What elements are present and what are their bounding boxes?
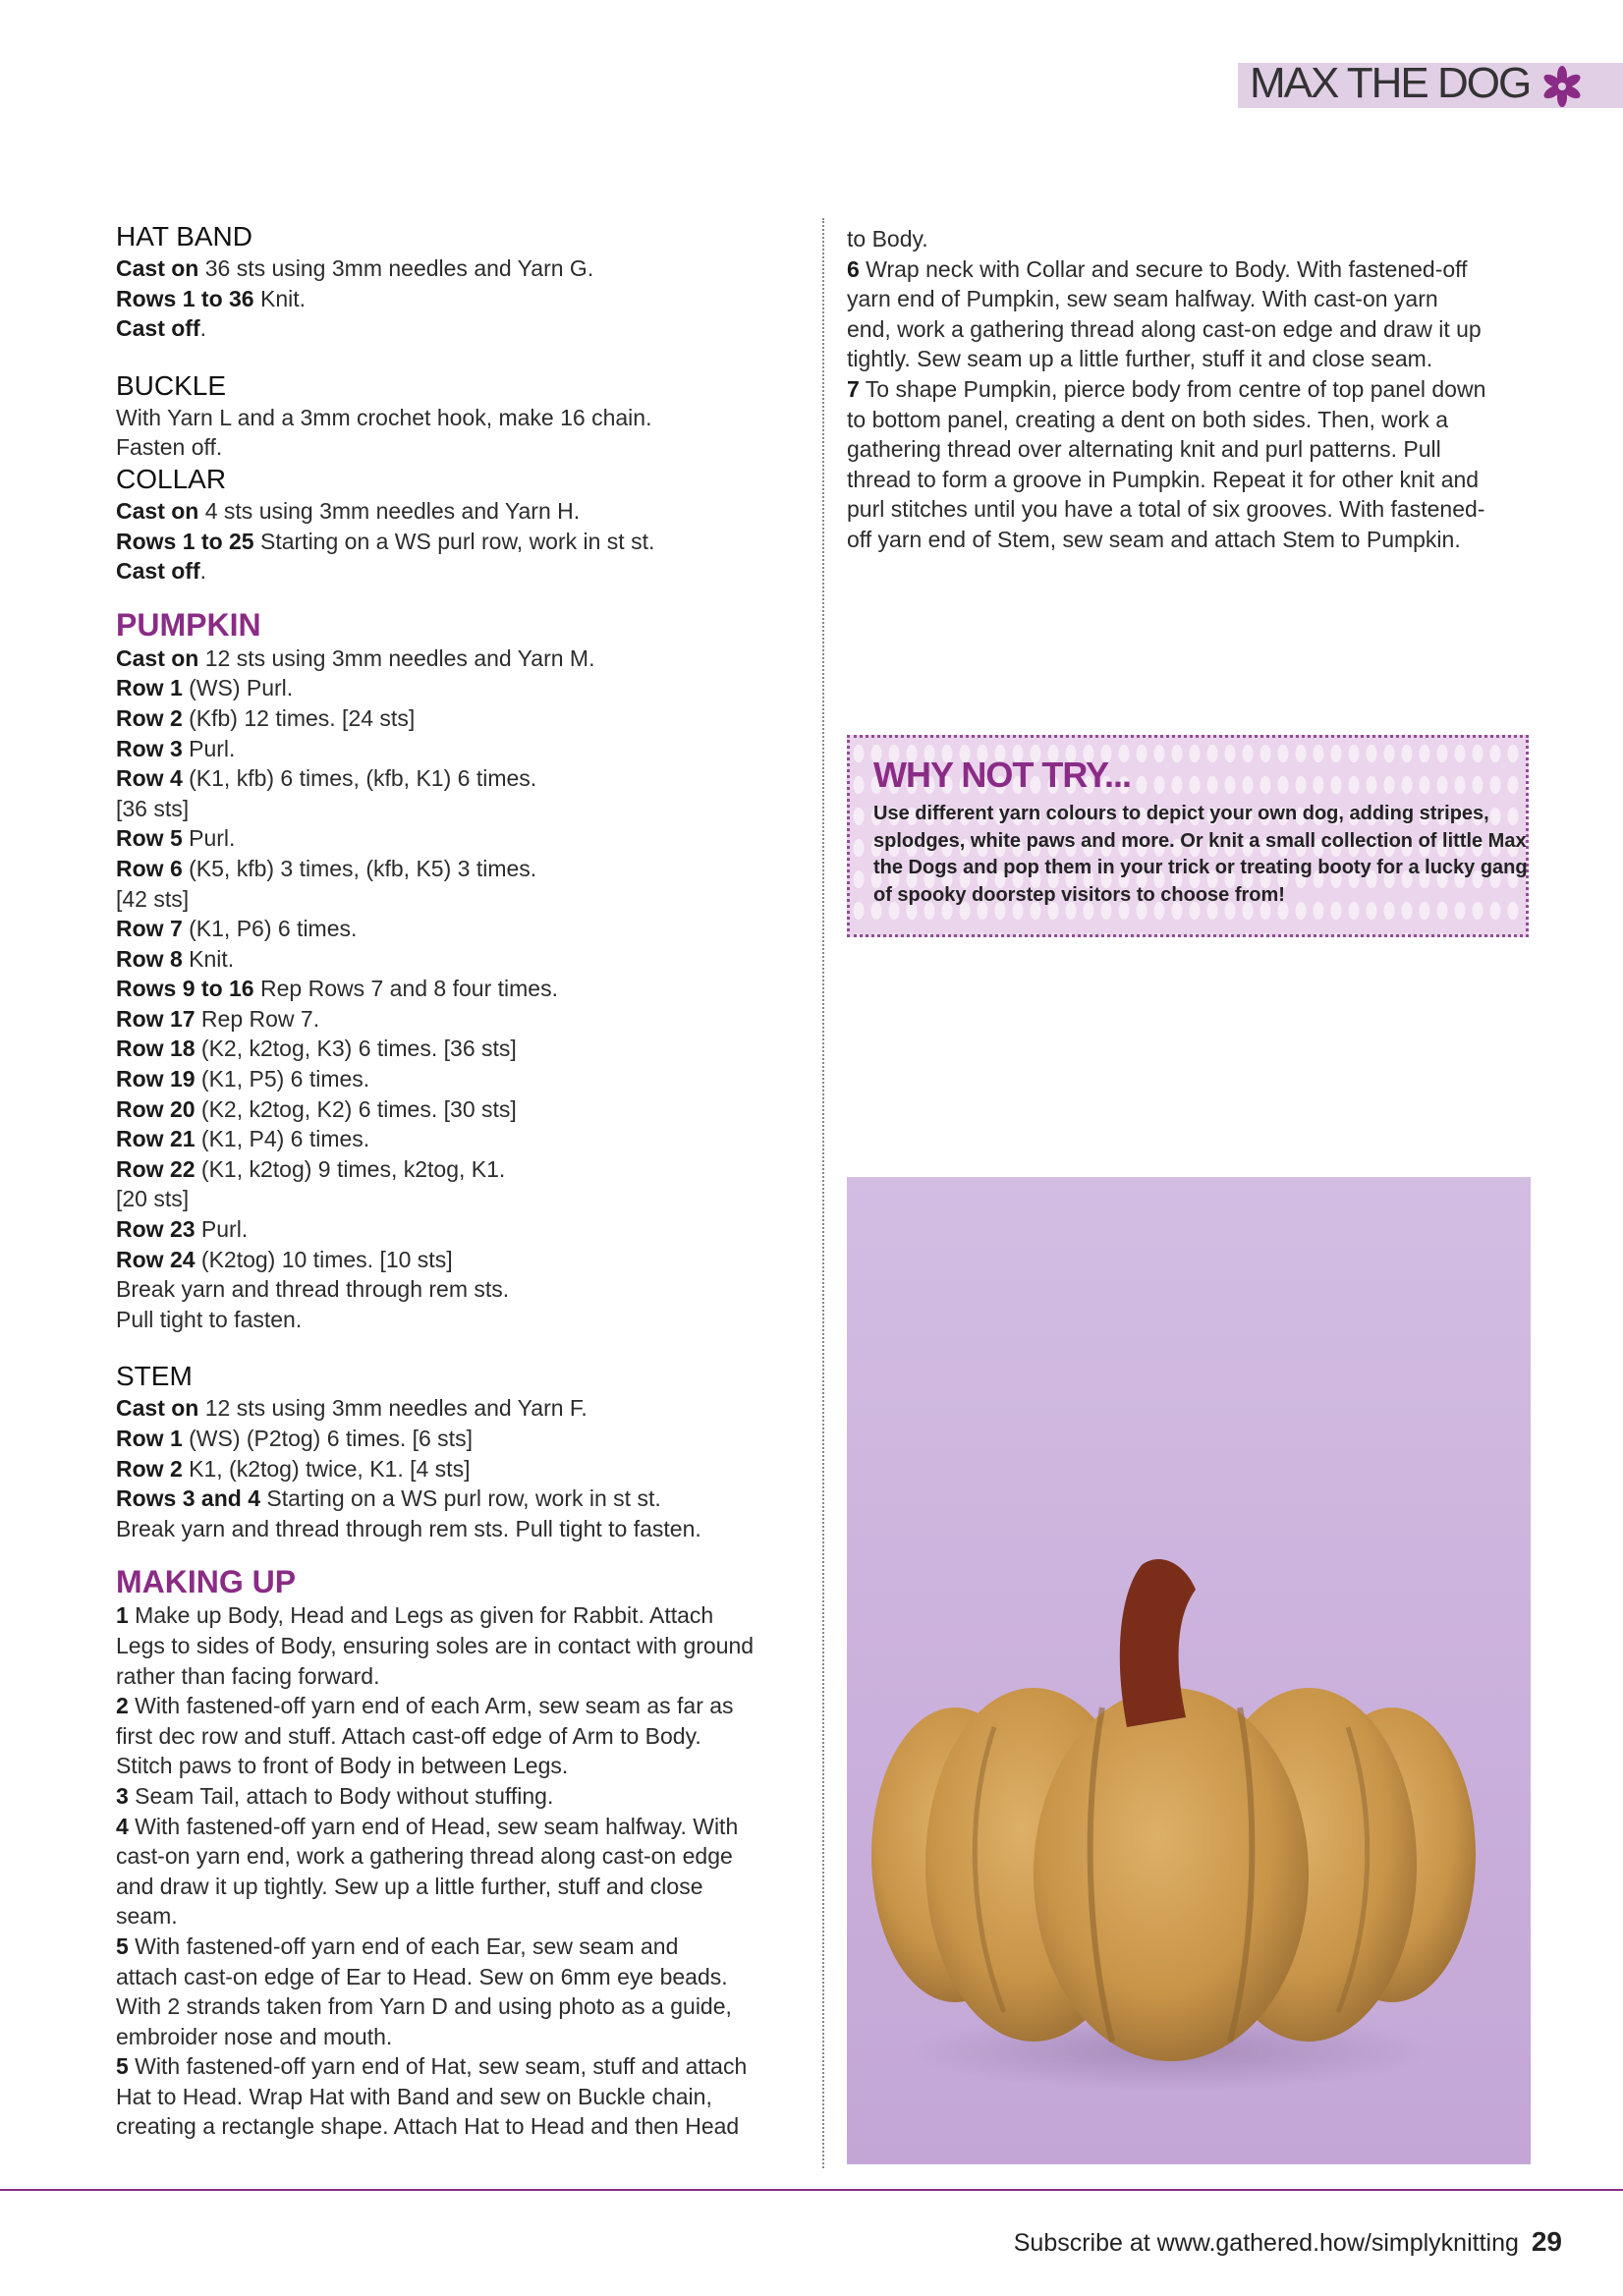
text-line	[847, 494, 1535, 525]
line-text: Rep Rows 7 and 8 four times.	[253, 976, 558, 1002]
knitted-pumpkin-photo	[847, 1177, 1531, 2164]
line-text: With Yarn L and a 3mm crochet hook, make 16 chain.	[116, 404, 652, 430]
stem-lines	[116, 1393, 804, 1543]
text-line	[116, 884, 804, 915]
line-label: Row 19	[116, 1066, 196, 1092]
right-column	[847, 224, 1535, 555]
text-line	[116, 644, 804, 674]
line-text: tightly. Sew seam up a little further, stuff it and close seam.	[847, 346, 1433, 372]
column-divider	[822, 218, 824, 2168]
line-text: creating a rectangle shape. Attach Hat to Head and then Head	[116, 2113, 740, 2140]
text-line	[116, 253, 804, 284]
section-title-stem: STEM	[116, 1361, 193, 1392]
text-line	[116, 1901, 804, 1932]
text-line	[116, 403, 804, 433]
text-line	[116, 313, 804, 344]
line-label: Row 4	[116, 765, 183, 792]
line-label: 7	[847, 375, 860, 402]
footer-rule	[0, 2189, 1623, 2191]
text-line	[116, 1781, 804, 1812]
text-line	[847, 465, 1535, 495]
section-title-hat-band: HAT BAND	[116, 221, 252, 252]
line-text: Knit.	[182, 945, 235, 972]
line-label: Rows 3 and 4	[116, 1485, 260, 1512]
line-text: [42 sts]	[116, 885, 190, 912]
line-text: first dec row and stuff. Attach cast-off edge of Arm to Body.	[116, 1722, 701, 1749]
line-text: attach cast-on edge of Ear to Head. Sew on 6mm eye beads.	[116, 1963, 728, 1989]
line-text: (K1, P6) 6 times.	[182, 916, 358, 942]
line-label: Row 7	[116, 916, 183, 942]
text-line	[116, 1484, 804, 1514]
line-label: Row 22	[116, 1155, 196, 1182]
text-line	[116, 854, 804, 884]
text-line	[116, 1154, 804, 1185]
text-line	[116, 1932, 804, 1962]
line-text: seam.	[116, 1903, 178, 1930]
line-text: thread to form a groove in Pumpkin. Repeat it for other knit and	[847, 466, 1480, 492]
line-text: (K2tog) 10 times. [10 sts]	[195, 1246, 453, 1272]
text-line	[116, 1184, 804, 1214]
text-line	[116, 1991, 804, 2022]
line-label: Row 18	[116, 1036, 196, 1062]
text-line	[847, 224, 1535, 254]
line-text: Rep Row 7.	[195, 1005, 320, 1032]
pumpkin-illustration	[847, 1177, 1531, 2164]
line-label: Row 8	[116, 945, 183, 972]
line-text: [20 sts]	[116, 1186, 190, 1212]
pumpkin-lines	[116, 644, 804, 1335]
text-line	[116, 823, 804, 854]
flower-icon	[1540, 65, 1584, 108]
line-text: To shape Pumpkin, pierce body from centre of top panel down	[859, 375, 1486, 402]
line-text: .	[199, 558, 207, 585]
line-text: (K1, P4) 6 times.	[195, 1126, 370, 1152]
line-label: Rows 1 to 36	[116, 285, 254, 311]
text-line	[116, 1245, 804, 1275]
line-label: Row 2	[116, 1455, 183, 1482]
line-text: yarn end of Pumpkin, sew seam halfway. With cast-on yarn	[847, 286, 1438, 312]
text-line	[116, 703, 804, 734]
text-line	[847, 525, 1535, 555]
text-line	[116, 914, 804, 944]
line-text: .	[199, 315, 207, 342]
line-label: Row 3	[116, 735, 183, 761]
tip-line: splodges, white paws and more. Or knit a small collection of little Max	[873, 829, 1527, 852]
text-line	[116, 673, 804, 703]
line-text: Starting on a WS purl row, work in st st.	[253, 528, 655, 554]
text-line	[847, 405, 1535, 435]
line-label: Row 23	[116, 1216, 196, 1243]
line-label: Cast on	[116, 644, 199, 671]
line-text: Hat to Head. Wrap Hat with Band and sew on Buckle chain,	[116, 2083, 712, 2109]
text-line	[116, 1600, 804, 1631]
text-line	[116, 734, 804, 764]
text-line	[116, 556, 804, 587]
text-line	[116, 1034, 804, 1064]
line-text: (K1, P5) 6 times.	[195, 1066, 370, 1092]
text-line	[116, 1962, 804, 1992]
line-label: Cast on	[116, 497, 199, 524]
line-label: 5	[116, 1932, 129, 1959]
line-text: Fasten off.	[116, 434, 223, 461]
footer	[1014, 2226, 1562, 2258]
line-text: (K2, k2tog, K2) 6 times. [30 sts]	[195, 1095, 517, 1122]
line-label: 6	[847, 255, 860, 282]
text-line	[116, 1274, 804, 1305]
line-text: With fastened-off yarn end of Head, sew seam halfway. With	[128, 1813, 739, 1839]
line-text: cast-on yarn end, work a gathering thread along cast-on edge	[116, 1843, 733, 1870]
text-line	[116, 1454, 804, 1484]
line-text: 36 sts using 3mm needles and Yarn G.	[198, 255, 594, 281]
line-label: Row 24	[116, 1246, 196, 1272]
text-line	[116, 2051, 804, 2082]
text-line	[116, 974, 804, 1004]
buckle-lines	[116, 403, 804, 463]
line-text: end, work a gathering thread along cast-on edge and draw it up	[847, 315, 1482, 342]
text-line	[116, 1872, 804, 1902]
line-text: Pull tight to fasten.	[116, 1306, 303, 1332]
line-text: (K2, k2tog, K3) 6 times. [36 sts]	[195, 1036, 517, 1062]
text-line	[116, 1124, 804, 1154]
text-line	[847, 254, 1535, 285]
line-text: K1, (k2tog) twice, K1. [4 sts]	[182, 1455, 471, 1482]
line-label: Row 5	[116, 825, 183, 852]
line-text: Break yarn and thread through rem sts.	[116, 1276, 510, 1303]
line-text: Make up Body, Head and Legs as given for Rabbit. Attach	[128, 1602, 714, 1629]
text-line	[116, 1631, 804, 1661]
line-label: 1	[116, 1602, 129, 1629]
line-text: Stitch paws to front of Body in between Legs.	[116, 1753, 569, 1779]
line-text: (WS) Purl.	[182, 675, 294, 701]
collar-lines	[116, 496, 804, 587]
text-line	[116, 1841, 804, 1872]
line-label: 5	[116, 2053, 129, 2080]
hat-band-lines	[116, 253, 804, 344]
line-label: Row 2	[116, 704, 183, 731]
line-text: Purl.	[182, 825, 236, 852]
text-line	[116, 1751, 804, 1781]
text-line	[847, 344, 1535, 374]
text-line	[116, 432, 804, 463]
left-column	[116, 220, 804, 2142]
line-text: 4 sts using 3mm needles and Yarn H.	[198, 497, 581, 524]
line-label: Cast on	[116, 255, 199, 281]
line-text: Break yarn and thread through rem sts. Pull tight to fasten.	[116, 1515, 701, 1541]
page-title: MAX THE DOG	[1250, 59, 1531, 107]
text-line	[116, 1393, 804, 1424]
tip-line: the Dogs and pop them in your trick or treating booty for a lucky gang	[873, 857, 1528, 878]
line-label: Row 17	[116, 1005, 196, 1032]
text-line	[116, 496, 804, 527]
text-line	[116, 944, 804, 975]
text-line	[116, 1812, 804, 1842]
line-text: With 2 strands taken from Yarn D and using photo as a guide,	[116, 1993, 732, 2020]
tip-body	[873, 801, 1528, 909]
line-label: Rows 1 to 25	[116, 528, 254, 554]
line-text: With fastened-off yarn end of Hat, sew seam, stuff and attach	[128, 2053, 748, 2080]
line-text: Purl.	[182, 735, 236, 761]
tip-title: WHY NOT TRY...	[873, 755, 1132, 795]
line-label: 2	[116, 1693, 129, 1719]
line-label: Rows 9 to 16	[116, 976, 254, 1002]
line-text: [36 sts]	[116, 795, 190, 821]
line-text: embroider nose and mouth.	[116, 2023, 393, 2049]
text-line	[116, 763, 804, 794]
line-text: (WS) (P2tog) 6 times. [6 sts]	[182, 1426, 473, 1451]
line-text: With fastened-off yarn end of each Ear, sew seam and	[128, 1932, 679, 1959]
line-label: Row 20	[116, 1095, 196, 1122]
section-title-pumpkin: PUMPKIN	[116, 606, 261, 643]
tip-line: of spooky doorstep visitors to choose from!	[873, 883, 1285, 906]
line-text: purl stitches until you have a total of six grooves. With fastened-	[847, 496, 1485, 523]
line-text: Seam Tail, attach to Body without stuffing.	[128, 1782, 554, 1809]
line-text: Purl.	[195, 1216, 249, 1243]
line-label: Cast off	[116, 558, 200, 585]
line-text: off yarn end of Stem, sew seam and attach Stem to Pumpkin.	[847, 526, 1461, 552]
line-text: rather than facing forward.	[116, 1662, 380, 1689]
text-line	[847, 374, 1535, 405]
section-title-making-up: MAKING UP	[116, 1564, 297, 1600]
making-up-lines	[116, 1600, 804, 2142]
line-text: gathering thread over alternating knit and purl patterns. Pull	[847, 436, 1441, 463]
line-text: (K1, k2tog) 9 times, k2tog, K1.	[195, 1155, 506, 1182]
text-line	[116, 1064, 804, 1094]
subscribe-link[interactable]: Subscribe at www.gathered.how/simplyknitting	[1013, 2229, 1519, 2257]
tip-line: Use different yarn colours to depict your own dog, adding stripes,	[873, 803, 1489, 824]
text-line	[116, 1305, 804, 1335]
text-line	[116, 1661, 804, 1692]
text-line	[116, 1094, 804, 1125]
making-up-continued-lines	[847, 224, 1535, 555]
section-title-buckle: BUCKLE	[116, 369, 227, 401]
line-text: (Kfb) 12 times. [24 sts]	[182, 704, 416, 731]
text-line	[847, 434, 1535, 465]
line-label: Cast on	[116, 1395, 199, 1422]
text-line	[116, 2022, 804, 2052]
line-text: and draw it up tightly. Sew up a little further, stuff and close	[116, 1873, 703, 1899]
line-text: 12 sts using 3mm needles and Yarn F.	[198, 1395, 588, 1422]
text-line	[116, 2082, 804, 2112]
line-label: Row 1	[116, 675, 183, 701]
line-label: Row 21	[116, 1126, 196, 1152]
line-text: to bottom panel, creating a dent on both sides. Then, work a	[847, 406, 1449, 432]
line-label: 3	[116, 1782, 129, 1809]
line-label: Row 6	[116, 855, 183, 881]
text-line	[116, 527, 804, 557]
text-line	[847, 314, 1535, 345]
text-line	[116, 1691, 804, 1721]
line-text: Starting on a WS purl row, work in st st.	[259, 1485, 661, 1512]
why-not-try-box	[847, 735, 1529, 937]
text-line	[116, 2111, 804, 2142]
line-text: (K5, kfb) 3 times, (kfb, K5) 3 times.	[182, 855, 537, 881]
text-line	[116, 1004, 804, 1035]
line-text: Knit.	[253, 285, 307, 311]
line-text: 12 sts using 3mm needles and Yarn M.	[198, 644, 595, 671]
line-label: Row 1	[116, 1426, 183, 1451]
page-number: 29	[1531, 2226, 1562, 2257]
line-text: Wrap neck with Collar and secure to Body. With fastened-off	[859, 255, 1468, 282]
line-text: (K1, kfb) 6 times, (kfb, K1) 6 times.	[182, 765, 537, 792]
line-text: Legs to sides of Body, ensuring soles are in contact with ground	[116, 1632, 755, 1658]
text-line	[847, 284, 1535, 314]
text-line	[116, 1214, 804, 1245]
text-line	[116, 1514, 804, 1544]
line-label: Cast off	[116, 315, 200, 342]
text-line	[116, 284, 804, 314]
section-title-collar: COLLAR	[116, 463, 227, 494]
line-label: 4	[116, 1813, 129, 1839]
text-line	[116, 794, 804, 824]
text-line	[116, 1721, 804, 1752]
line-text: to Body.	[847, 226, 928, 252]
text-line	[116, 1424, 804, 1454]
line-text: With fastened-off yarn end of each Arm, sew seam as far as	[128, 1693, 734, 1719]
